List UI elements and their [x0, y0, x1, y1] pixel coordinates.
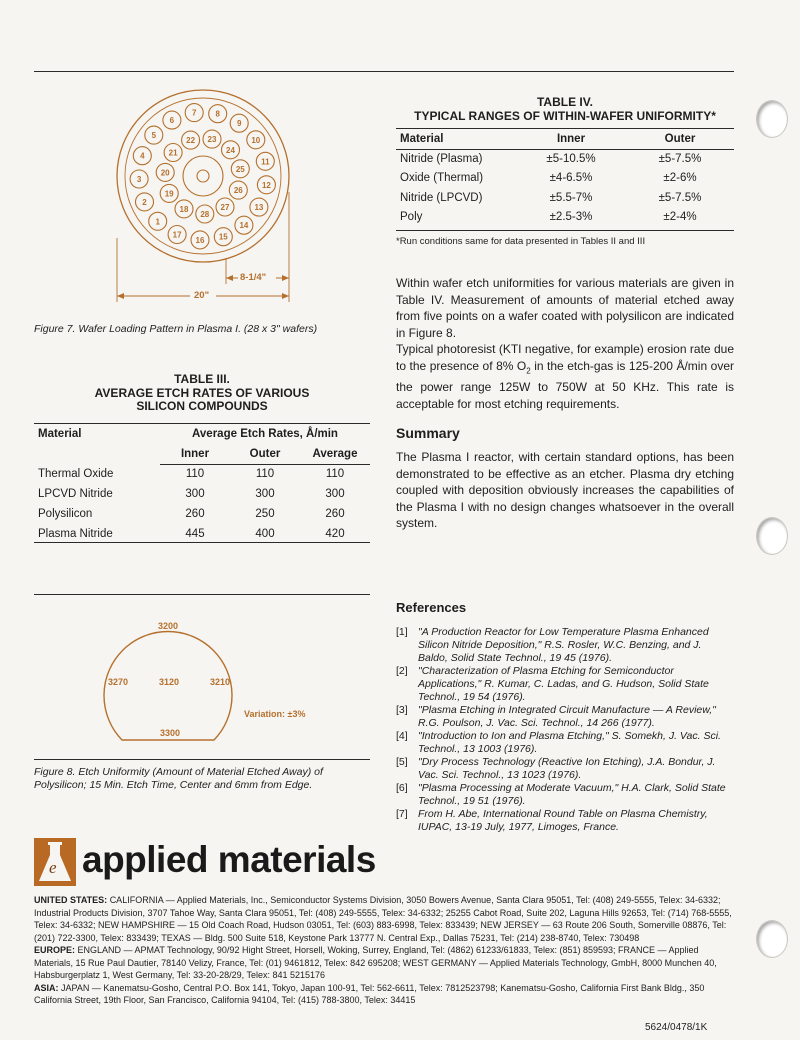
- table-cell: 260: [185, 508, 205, 520]
- footer-europe: [34, 944, 736, 982]
- table-3-col-group: Average Etch Rates, Å/min: [192, 428, 338, 440]
- wafer-number: 20: [160, 168, 170, 178]
- measurement-center: 3120: [159, 677, 180, 687]
- table-cell: ±4-6.5%: [549, 172, 593, 185]
- table-cell: 250: [255, 508, 275, 520]
- footer-addresses: [34, 894, 736, 1007]
- table-row-label: LPCVD Nitride: [38, 488, 113, 500]
- table-4-title-line: TYPICAL RANGES OF WITHIN-WAFER UNIFORMITY*: [414, 108, 716, 123]
- reference-item: [2] "Characterization of Plasma Etching for Semiconductor Applications," R. Kumar, C. Ladas, and G. Hudson, Solid State Technol., 19 54 (1976).: [396, 665, 709, 703]
- table-row-label: Poly: [400, 211, 423, 224]
- wafer-number: 6: [169, 116, 175, 126]
- wafer-number: 15: [218, 232, 228, 242]
- table-row-label: Thermal Oxide: [38, 468, 114, 480]
- reference-item: [1] "A Production Reactor for Low Temperature Plasma Enhanced Silicon Nitride Deposition," R.S. Rosler, W.C. Benzing, and J. Baldo, Solid State Technol., 19 45 (1976).: [396, 626, 709, 664]
- footer-eu-text: ENGLAND — APMAT Technology, 90/92 Hight Street, Horsell, Woking, Surrey, England, Tel: (4862) 61233/61833, Telex: (851) 859593; FRANCE — Applied Materials, 15 Rue Paul Dautier, 78140 Velizy, France, Tel: (01) 9461812, Telex: 842 695208; WEST GERMANY — Applied Materials Technology, GmbH, 8000 Munchen 40, Habsburgerplatz 1, West Germany, Tel: 33-20-28/29, Telex: 841 5215176: [34, 945, 717, 980]
- punch-hole-bottom: [756, 920, 788, 958]
- table-cell: 300: [255, 488, 275, 500]
- figure-8: [100, 612, 330, 752]
- wafer-number: 4: [140, 151, 145, 161]
- table-4-title: [396, 96, 734, 123]
- reference-item: [6] "Plasma Processing at Moderate Vacuum," H.A. Clark, Solid State Technol., 19 51 (1976).: [396, 782, 726, 807]
- wafer-number: 28: [200, 210, 210, 219]
- table-3-title-line1: AVERAGE ETCH RATES OF VARIOUS: [94, 385, 310, 400]
- table-row-label: Polysilicon: [38, 508, 93, 520]
- wafer-number: 26: [233, 186, 243, 196]
- table-row-label: Nitride (Plasma): [400, 153, 483, 165]
- footer-asia-label: ASIA:: [34, 982, 59, 993]
- wafer-number: 27: [220, 203, 230, 212]
- measurement-top: 3200: [158, 621, 179, 631]
- table-4: [396, 130, 734, 227]
- wafer-number: 19: [164, 189, 174, 199]
- reference-item: [7] From H. Abe, International Round Table on Plasma Chemistry, IUPAC, 13-19 July, 1977, Limoges, France.: [396, 808, 708, 833]
- wafer-number: 9: [236, 119, 242, 129]
- figure-8-caption: Figure 8. Etch Uniformity (Amount of Material Etched Away) of Polysilicon; 15 Min. Etch Time, Center and 6mm from Edge.: [34, 766, 323, 791]
- table-cell: ±5-7.5%: [658, 191, 702, 204]
- references-list: [396, 626, 734, 834]
- figure-8-top-rule: [34, 594, 370, 595]
- table-cell: ±5-7.5%: [658, 153, 702, 165]
- subscript: 2: [526, 365, 531, 375]
- table-4-col-inner: Inner: [516, 130, 626, 149]
- figure-8-bottom-rule: [34, 759, 370, 760]
- table-4-col-outer: Outer: [626, 130, 734, 149]
- measurement-right: 3210: [210, 677, 231, 687]
- table-cell: 110: [185, 468, 205, 481]
- reference-item: [3] "Plasma Etching in Integrated Circuit Manufacture — A Review," R.G. Poulson, J. Vac. Sci. Technol., 14 266 (1977).: [396, 704, 716, 729]
- table-3-subcol-inner: Inner: [160, 444, 230, 464]
- paragraph-photoresist: [396, 341, 734, 412]
- wafer-number: 7: [191, 108, 197, 118]
- wafer-number: 3: [136, 175, 142, 184]
- wafer-number: 14: [239, 221, 249, 231]
- table-4-top-rule: [396, 128, 734, 129]
- table-3: [34, 424, 370, 544]
- footer-eu-label: EUROPE:: [34, 945, 76, 955]
- wafer-number: 24: [226, 145, 235, 155]
- wafer-number: 2: [142, 197, 147, 207]
- wafer-number: 8: [215, 109, 220, 119]
- wafer-number: 17: [172, 230, 182, 240]
- punch-hole-middle: [756, 517, 788, 555]
- table-3-subcol-average: Average: [300, 444, 370, 464]
- table-4-col-material: Material: [396, 130, 516, 149]
- table-3-title-line2: SILICON COMPOUNDS: [136, 399, 268, 413]
- table-cell: ±5-10.5%: [546, 153, 596, 165]
- footer-us-text: CALIFORNIA — Applied Materials, Inc., Semiconductor Systems Division, 3050 Bowers Avenue, Santa Clara 95051, Tel: (408) 249-5555, Telex: 34-6332; Industrial Products Division, 3707 Tahoe Way, Santa Clara 95051, Tel: (408) 249-5555, Telex: 34-6332; 25255 Cabot Road, Suite 202, Laguna Hills 92653, Tel: (714) 768-5555, Telex: 34-6332; NEW HAMPSHIRE — 15 Old Coach Road, Hudson 03051, Tel: (603) 883-6998, Telex: 833439; NEW JERSEY — 63 Route 206 South, Somerville 08876, Tel: (201) 722-3300, Telex: 833439; TEXAS — Bldg. 500 Suite 518, Keystone Park 13777 N. Central Exp., Dallas 75231, Tel: (214) 238-8740, Telex: 730498: [34, 895, 732, 943]
- table-cell: 300: [325, 488, 345, 500]
- wafer-number: 18: [179, 204, 189, 214]
- table-cell: 445: [185, 528, 205, 540]
- table-3-subcol-outer: Outer: [230, 444, 300, 464]
- measurement-bottom: 3300: [160, 728, 181, 738]
- punch-hole-top: [756, 100, 788, 138]
- figure-7: [110, 88, 310, 310]
- company-name: applied materials: [82, 839, 376, 880]
- table-4-label: TABLE IV.: [536, 95, 593, 109]
- table-cell: ±5.5-7%: [549, 191, 593, 204]
- wafer-number: 16: [195, 235, 205, 245]
- table-cell: 420: [325, 528, 345, 540]
- wafer-number: 12: [261, 180, 271, 190]
- paragraph-uniformity: Within wafer etch uniformities for various materials are given in Table IV. Measurement of amounts of material etched away from five points on a wafer coated with polysilicon are indicated in Figure 8.: [396, 276, 734, 340]
- wafer-number: 5: [151, 131, 157, 141]
- footer-asia: [34, 982, 736, 1007]
- table-cell: ±2-6%: [663, 172, 697, 185]
- variation-label: Variation: ±3%: [244, 709, 306, 719]
- table-cell: 110: [325, 468, 345, 481]
- table-3-label: TABLE III.: [174, 372, 230, 386]
- wafer-number: 22: [186, 136, 196, 146]
- summary-heading: Summary: [396, 425, 460, 441]
- wafer-number: 1: [155, 217, 160, 227]
- table-row-label: Oxide (Thermal): [400, 172, 484, 185]
- figure-7-caption: Figure 7. Wafer Loading Pattern in Plasma I. (28 x 3" wafers): [34, 323, 318, 335]
- wafer-number: 21: [168, 148, 178, 158]
- paragraph-photoresist-part1: Typical photoresist (KTI negative, for example) erosion rate due to the presence of 8% O: [396, 342, 734, 373]
- dimension-inner: 8-1/4": [240, 272, 267, 283]
- company-logo: [34, 838, 76, 886]
- footer-asia-text: JAPAN — Kanematsu-Gosho, Central P.O. Box 141, Tokyo, Japan 100-91, Tel: 562-6611, Telex: 7812523798; Kanematsu-Gosho, California First Bank Bldg., 350 California Street, 19th Floor, San Francisco, California 94104, Tel: (415) 788-3800, Telex: 34415: [34, 982, 705, 1005]
- reference-item: [4] "Introduction to Ion and Plasma Etching," S. Somekh, J. Vac. Sci. Technol., 13 1003 (1976).: [396, 730, 721, 755]
- wafer-number: 10: [251, 135, 261, 145]
- table-cell: 300: [185, 488, 205, 500]
- table-3-col-material: Material: [38, 428, 82, 440]
- paragraph-photoresist-part2: in the etch-gas is 125-200 Å/min over the power range 125W to 750W at 50 KHz. This rate is acceptable for most etching requirements.: [396, 358, 734, 411]
- reference-item: [5] "Dry Process Technology (Reactive Ion Etching), J.A. Bondur, J. Vac. Sci. Technol., 13 1023 (1976).: [396, 756, 716, 781]
- measurement-left: 3270: [108, 677, 129, 687]
- wafer-number: 23: [207, 135, 217, 145]
- table-cell: 110: [255, 468, 275, 481]
- table-3-title: [34, 373, 370, 414]
- wafer-loading-diagram: [110, 88, 310, 310]
- table-4-footnote: *Run conditions same for data presented in Tables II and III: [396, 236, 646, 247]
- wafer-number: 25: [235, 164, 245, 174]
- top-rule: [34, 71, 734, 72]
- wafer-number: 13: [254, 203, 264, 213]
- document-code: 5624/0478/1K: [645, 1022, 708, 1033]
- table-cell: 260: [325, 508, 345, 520]
- summary-text: The Plasma I reactor, with certain standard options, has been demonstrated to be effective as an etcher. Plasma dry etching coupled with deposition obviously increases the capabilities of the Plasma I with no design changes whatsoever in the overall system.: [396, 450, 734, 530]
- table-3-bottom-rule: [34, 542, 370, 543]
- table-row-label: Nitride (LPCVD): [400, 191, 483, 204]
- logo-letter: e: [49, 858, 57, 877]
- references-heading: References: [396, 600, 467, 615]
- footer-us-label: UNITED STATES:: [34, 895, 108, 905]
- table-row-label: Plasma Nitride: [38, 528, 113, 540]
- table-cell: ±2.5-3%: [549, 211, 593, 224]
- table-4-bottom-rule: [396, 230, 734, 231]
- dimension-outer: 20": [194, 290, 210, 301]
- wafer-number: 11: [261, 157, 270, 167]
- footer-us: [34, 894, 736, 944]
- table-cell: ±2-4%: [663, 211, 697, 224]
- table-cell: 400: [255, 528, 275, 540]
